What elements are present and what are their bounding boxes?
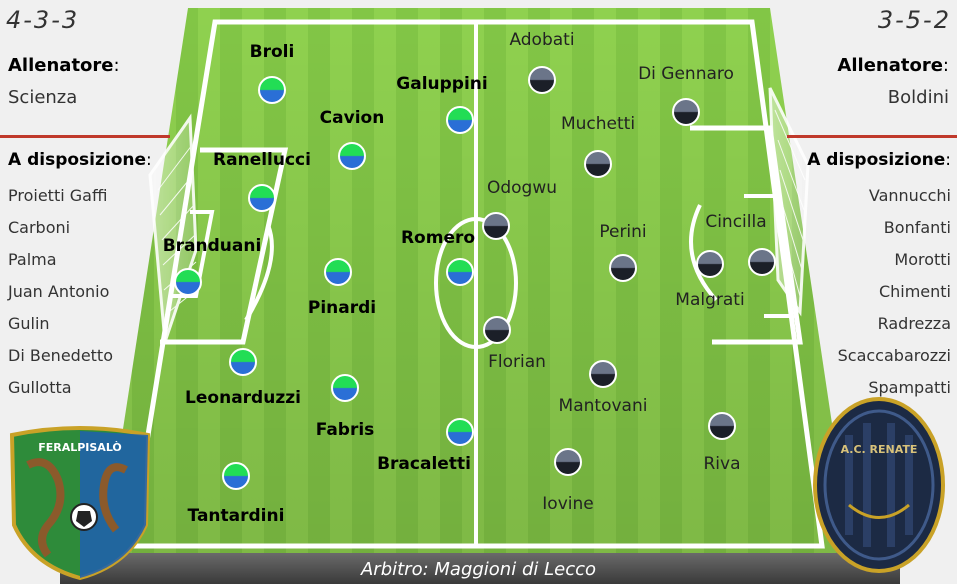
home-player-marker: [446, 418, 474, 446]
player-name: Bracaletti: [377, 454, 471, 474]
home-player-marker: [324, 258, 352, 286]
player-name: Perini: [599, 222, 647, 242]
home-player-marker: [446, 106, 474, 134]
home-player-marker: [331, 374, 359, 402]
away-player-marker: [584, 150, 612, 178]
player-name: Mantovani: [558, 396, 648, 416]
home-subs-list: [8, 180, 113, 404]
player-name: Romero: [400, 228, 476, 248]
player-name: Adobati: [509, 30, 575, 50]
away-player-marker: [696, 250, 724, 278]
player-name: Riva: [703, 454, 741, 474]
away-subs-list: [838, 180, 951, 404]
away-sub: Morotti: [894, 250, 951, 269]
away-player-marker: [748, 248, 776, 276]
player-name: Galuppini: [396, 74, 488, 94]
away-sub: Scaccabarozzi: [837, 346, 951, 365]
player-name: Cincilla: [705, 212, 767, 232]
home-formation: 4-3-3: [6, 6, 80, 34]
home-sub: Carboni: [8, 218, 71, 237]
player-name: Pinardi: [307, 298, 377, 318]
player-name: Florian: [488, 352, 546, 372]
home-coach-label: Allenatore:: [8, 55, 120, 76]
away-coach-name: Boldini: [887, 87, 949, 108]
home-player-marker: [222, 462, 250, 490]
away-player-marker: [609, 254, 637, 282]
player-name: Iovine: [542, 494, 594, 514]
away-player-marker: [708, 412, 736, 440]
away-player-marker: [554, 448, 582, 476]
home-sub: Palma: [8, 250, 57, 269]
away-formation: 3-5-2: [877, 6, 951, 34]
away-divider: [787, 135, 957, 138]
home-coach-name: Scienza: [8, 87, 78, 108]
home-divider: [0, 135, 170, 138]
away-sub: Spampatti: [868, 378, 951, 397]
away-coach-label: Allenatore:: [837, 55, 949, 76]
away-crest: [809, 395, 949, 575]
player-name: Odogwu: [486, 178, 558, 198]
player-name: Leonarduzzi: [185, 388, 301, 408]
player-name: Branduani: [162, 236, 262, 256]
away-sub: Bonfanti: [883, 218, 951, 237]
player-name: Tantardini: [187, 506, 285, 526]
home-subs-label: A disposizione:: [8, 150, 152, 170]
away-player-marker: [483, 316, 511, 344]
player-name: Muchetti: [560, 114, 636, 134]
home-crest-text: FERALPISALÒ: [38, 441, 122, 454]
home-player-marker: [338, 142, 366, 170]
player-name: Broli: [249, 42, 295, 62]
player-name: Fabris: [315, 420, 375, 440]
player-name: Di Gennaro: [638, 64, 734, 84]
away-sub: Chimenti: [878, 282, 951, 301]
player-name: Cavion: [319, 108, 385, 128]
away-player-marker: [589, 360, 617, 388]
home-sub: Proietti Gaffi: [8, 186, 108, 205]
away-subs-label: A disposizione:: [807, 150, 951, 170]
home-player-marker: [174, 268, 202, 296]
home-sub: Di Benedetto: [8, 346, 113, 365]
home-player-marker: [258, 76, 286, 104]
away-sub: Vannucchi: [868, 186, 951, 205]
home-player-marker: [446, 258, 474, 286]
home-sub: Gullotta: [8, 378, 72, 397]
home-player-marker: [229, 348, 257, 376]
away-crest-text: A.C. RENATE: [840, 443, 918, 456]
referee-text: Arbitro: Maggioni di Lecco: [360, 559, 596, 580]
away-sub: Radrezza: [877, 314, 951, 333]
player-name: Ranellucci: [213, 150, 311, 170]
home-sub: Gulin: [8, 314, 50, 333]
player-name: Malgrati: [675, 290, 745, 310]
away-player-marker: [528, 66, 556, 94]
away-player-marker: [672, 98, 700, 126]
home-player-marker: [248, 184, 276, 212]
away-player-marker: [482, 212, 510, 240]
home-sub: Juan Antonio: [8, 282, 110, 301]
